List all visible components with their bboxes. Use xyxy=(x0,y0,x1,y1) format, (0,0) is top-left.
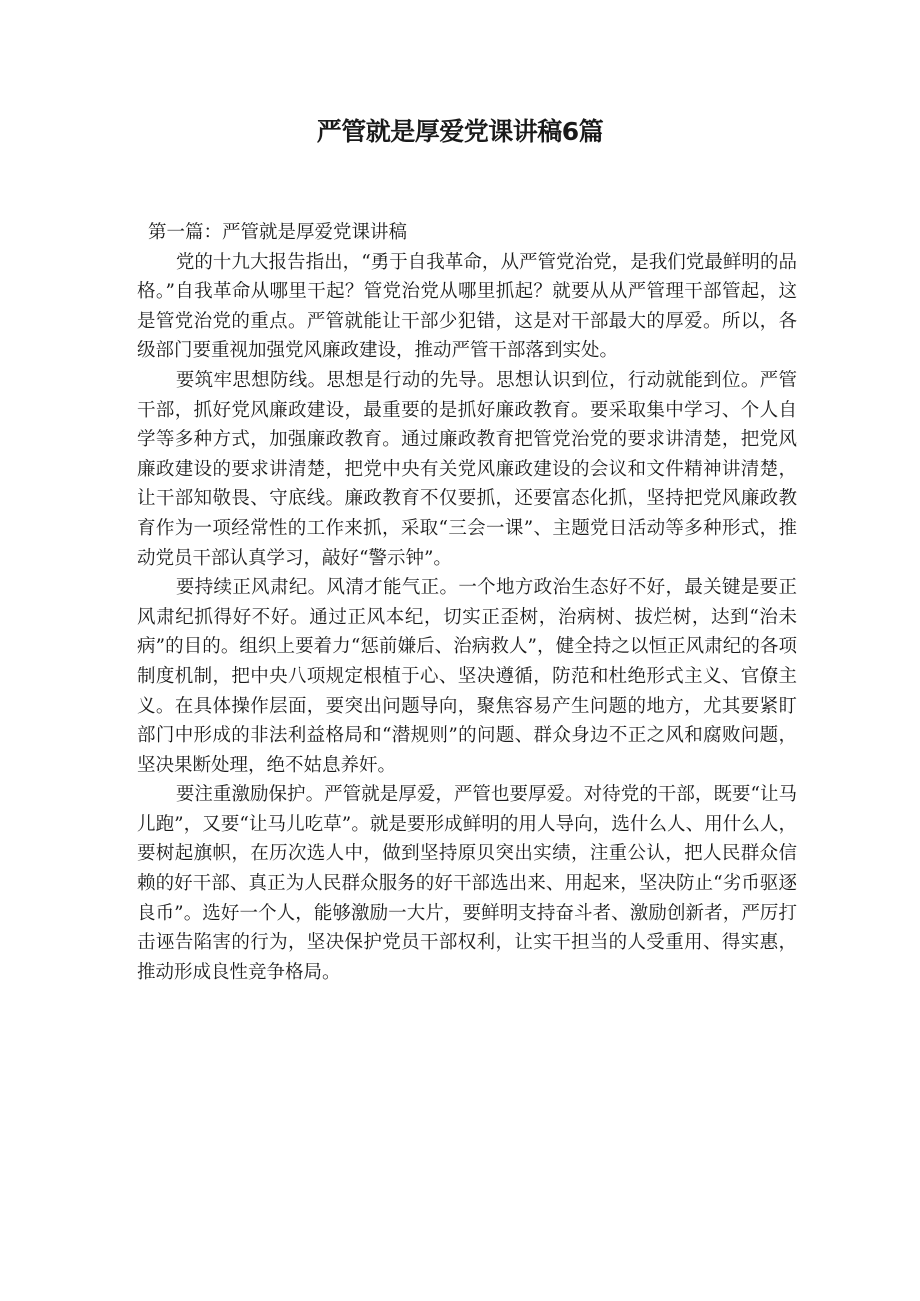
body-paragraph: 党的十九大报告指出，“勇于自我革命，从严管党治党，是我们党最鲜明的品格。”自我革命从哪里干起？管党治党从哪里抓起？就要从从严管理干部管起，这是管党治党的重点。严管就能让干部少犯错，这是对干部最大的厚爱。所以，各级部门要重视加强党风廉政建设，推动严管干部落到实处。 xyxy=(137,251,797,362)
body-paragraph: 要筑牢思想防线。思想是行动的先导。思想认识到位，行动就能到位。严管干部，抓好党风廉政建设，最重要的是抓好廉政教育。要采取集中学习、个人自学等多种方式，加强廉政教育。通过廉政教育把管党治党的要求讲清楚，把党风廉政建设的要求讲清楚，把党中央有关党风廉政建设的会议和文件精神讲清楚，让干部知敬畏、守底线。廉政教育不仅要抓，还要富态化抓，坚持把党风廉政教育作为一项经常性的工作来抓，采取“三会一课”、主题党日活动等多种形式，推动党员干部认真学习，敲好“警示钟”。 xyxy=(137,369,797,569)
section-heading: 第一篇：严管就是厚爱党课讲稿 xyxy=(148,222,408,243)
body-paragraph: 要注重激励保护。严管就是厚爱，严管也要厚爱。对待党的干部，既要“让马儿跑”，又要“让马儿吃草”。就是要形成鲜明的用人导向，选什么人、用什么人，要树起旗帜，在历次选人中，做到坚持原贝突出实绩，注重公认，把人民群众信赖的好干部、真正为人民群众服务的好干部选出来、用起来，坚决防止“劣币驱逐良币”。选好一个人，能够激励一大片，要鲜明支持奋斗者、激励创新者，严厉打击诬告陷害的行为，坚决保护党员干部权利，让实干担当的人受重用、得实惠，推动形成良性竞争格局。 xyxy=(137,784,797,983)
body-paragraph: 要持续正风肃纪。风清才能气正。一个地方政治生态好不好，最关键是要正风肃纪抓得好不好。通过正风本纪，切实正歪树，治病树、拔烂树，达到“治未病”的目的。组织上要着力“惩前嫌后、治病救人”，健全持之以恒正风肃纪的各项制度机制，把中央八项规定根植于心、坚决遵循，防范和杜绝形式主义、官僚主义。在具体操作层面，要突出问题导向，聚焦容易产生问题的地方，尤其要紧盯部门中形成的非法利益格局和“潜规则”的问题、群众身边不正之风和腐败问题，坚决果断处理，绝不姑息养奸。 xyxy=(137,577,797,776)
document-body xyxy=(137,218,797,987)
document-title: 严管就是厚爱党课讲稿6篇 xyxy=(316,117,604,146)
